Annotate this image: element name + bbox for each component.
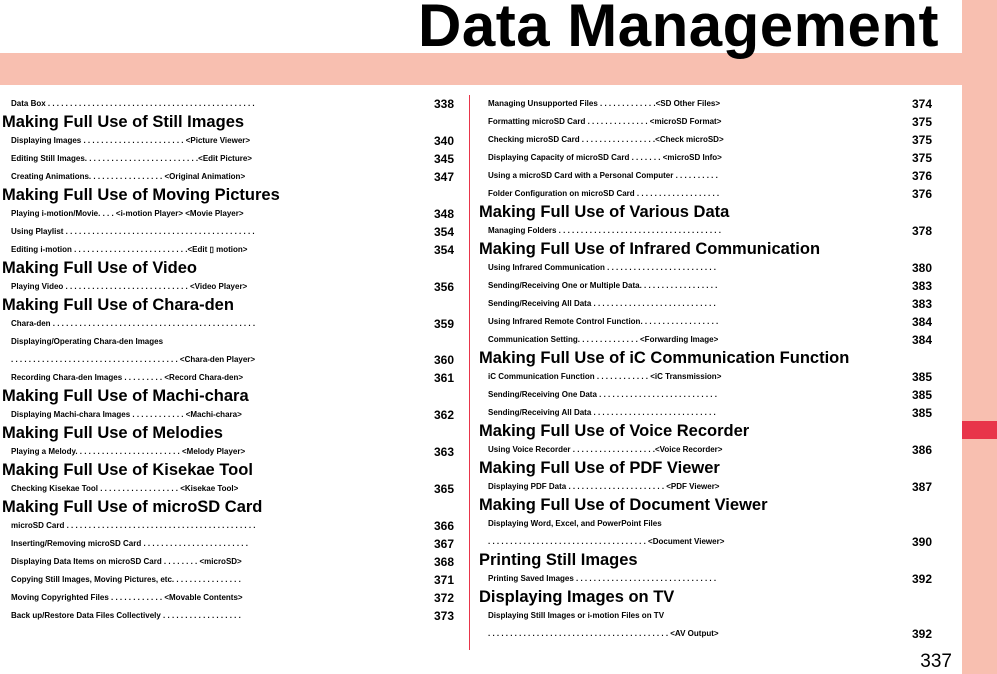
toc-entry[interactable] (2, 205, 454, 223)
toc-entry-label: Playing a Melody. . . . . . . . . . . . . . . . . . . . . . . . <Melody Player> (11, 447, 246, 456)
toc-entry[interactable] (479, 295, 932, 313)
toc-page-number: 380 (911, 261, 932, 275)
toc-entry[interactable] (2, 278, 454, 296)
toc-page-number: 348 (433, 207, 454, 221)
toc-page-number: 387 (911, 480, 932, 494)
toc-entry-label: Back up/Restore Data Files Collectively . . . . . . . . . . . . . . . . . . (11, 611, 241, 620)
toc-page-number: 347 (433, 170, 454, 184)
toc-entry-label: Editing i-motion . . . . . . . . . . . . . . . . . . . . . . . . . .<Edit ▯ motion> (11, 245, 248, 254)
toc-entry[interactable] (2, 607, 454, 625)
toc-entry[interactable] (479, 131, 932, 149)
toc-entry-label: Displaying Images . . . . . . . . . . . . . . . . . . . . . . . <Picture Viewer> (11, 136, 251, 145)
toc-entry-label-continued: . . . . . . . . . . . . . . . . . . . . . . . . . . . . . . . . . . . . . . <Chara-den Player> (11, 355, 256, 364)
toc-page-number: 345 (433, 152, 454, 166)
toc-entry[interactable] (2, 535, 454, 553)
toc-entry-label: Displaying PDF Data . . . . . . . . . . . . . . . . . . . . . . <PDF Viewer> (488, 482, 720, 491)
toc-page-number: 354 (433, 243, 454, 257)
toc-page-number: 366 (433, 519, 454, 533)
section-title: Making Full Use of Voice Recorder (479, 422, 750, 440)
toc-entry[interactable] (479, 167, 932, 185)
toc-page-number: 359 (433, 317, 454, 331)
toc-entry-label: Managing Unsupported Files . . . . . . . . . . . . .<SD Other Files> (488, 99, 721, 108)
section-title: Making Full Use of Kisekae Tool (2, 461, 253, 479)
section-title: Making Full Use of Still Images (2, 113, 245, 131)
toc-page-number: 375 (911, 133, 932, 147)
toc-entry-label: Checking microSD Card . . . . . . . . . . . . . . . . .<Check microSD> (488, 135, 724, 144)
toc-left-column (2, 95, 454, 625)
toc-entry-label: Formatting microSD Card . . . . . . . . . . . . . . <microSD Format> (488, 117, 722, 126)
toc-entry[interactable] (2, 150, 454, 168)
toc-entry-label: Chara-den . . . . . . . . . . . . . . . . . . . . . . . . . . . . . . . . . . . . . . . . . . . . . . (11, 319, 256, 328)
toc-entry[interactable] (479, 149, 932, 167)
toc-entry-label: Printing Saved Images . . . . . . . . . . . . . . . . . . . . . . . . . . . . . . . . (488, 574, 717, 583)
page-number: 337 (920, 651, 952, 672)
toc-entry-label: Displaying Still Images or i-motion Files on TV (488, 611, 665, 620)
toc-entry-label: Sending/Receiving One Data . . . . . . . . . . . . . . . . . . . . . . . . . . . (488, 390, 717, 399)
toc-entry-label: Displaying/Operating Chara-den Images (11, 337, 164, 346)
section-title: Making Full Use of Melodies (2, 424, 223, 442)
section-title: Making Full Use of Various Data (479, 203, 730, 221)
toc-page-number: 390 (911, 535, 932, 549)
toc-entry-label-continued: . . . . . . . . . . . . . . . . . . . . . . . . . . . . . . . . . . . . <Document Viewer> (488, 537, 725, 546)
toc-entry-label: Displaying Capacity of microSD Card . . . . . . . <microSD Info> (488, 153, 722, 162)
toc-entry-label: Editing Still Images. . . . . . . . . . . . . . . . . . . . . . . . . .<Edit Picture> (11, 154, 252, 163)
toc-entry-label: microSD Card . . . . . . . . . . . . . . . . . . . . . . . . . . . . . . . . . . . . . . . . . . . (11, 521, 256, 530)
section-title: Making Full Use of Machi-chara (2, 387, 249, 405)
toc-page-number: 356 (433, 280, 454, 294)
toc-entry[interactable] (479, 95, 932, 113)
toc-page-number: 368 (433, 555, 454, 569)
toc-entry-label: Displaying Data Items on microSD Card . . . . . . . . <microSD> (11, 557, 242, 566)
toc-entry[interactable] (479, 259, 932, 277)
toc-entry[interactable] (479, 515, 932, 551)
toc-page-number: 340 (433, 134, 454, 148)
toc-entry[interactable] (479, 113, 932, 131)
toc-page-number: 385 (911, 406, 932, 420)
section-title: Making Full Use of Infrared Communication (479, 240, 821, 258)
toc-entry[interactable] (479, 277, 932, 295)
toc-entry-label: Sending/Receiving One or Multiple Data. . . . . . . . . . . . . . . . . . (488, 281, 718, 290)
toc-entry-label: Displaying Word, Excel, and PowerPoint Files (488, 519, 662, 528)
toc-entry[interactable] (2, 443, 454, 461)
toc-page-number: 392 (911, 572, 932, 586)
toc-entry-label: Playing Video . . . . . . . . . . . . . . . . . . . . . . . . . . . . <Video Player> (11, 282, 248, 291)
toc-page-number: 371 (433, 573, 454, 587)
toc-right-column (479, 95, 932, 643)
section-title: Making Full Use of iC Communication Function (479, 349, 850, 367)
toc-entry-label: Sending/Receiving All Data . . . . . . . . . . . . . . . . . . . . . . . . . . . . (488, 299, 716, 308)
toc-page-number: 365 (433, 482, 454, 496)
toc-entry-label: Copying Still Images, Moving Pictures, etc. . . . . . . . . . . . . . . . (11, 575, 241, 584)
toc-entry[interactable] (2, 517, 454, 535)
toc-page-number: 386 (911, 443, 932, 457)
toc-entry[interactable] (479, 478, 932, 496)
toc-page-number: 360 (433, 353, 454, 367)
toc-page-number: 383 (911, 279, 932, 293)
side-index-band (962, 0, 997, 674)
toc-entry[interactable] (479, 404, 932, 422)
toc-entry[interactable] (2, 315, 454, 333)
toc-entry-label: Using a microSD Card with a Personal Computer . . . . . . . . . . (488, 171, 718, 180)
toc-entry[interactable] (2, 589, 454, 607)
toc-entry[interactable] (479, 368, 932, 386)
toc-entry-label: Displaying Machi-chara Images . . . . . . . . . . . . <Machi-chara> (11, 410, 242, 419)
toc-entry[interactable] (2, 333, 454, 369)
toc-entry[interactable] (479, 222, 932, 240)
toc-page-number: 363 (433, 445, 454, 459)
toc-entry[interactable] (2, 571, 454, 589)
toc-entry-label: Folder Configuration on microSD Card . . . . . . . . . . . . . . . . . . . (488, 189, 720, 198)
toc-entry-label: Sending/Receiving All Data . . . . . . . . . . . . . . . . . . . . . . . . . . . . (488, 408, 716, 417)
toc-page-number: 374 (911, 97, 932, 111)
section-title: Making Full Use of Video (2, 259, 197, 277)
toc-entry-label: Creating Animations. . . . . . . . . . . . . . . . . <Original Animation> (11, 172, 246, 181)
toc-entry[interactable] (479, 570, 932, 588)
section-title: Making Full Use of Document Viewer (479, 496, 768, 514)
section-title: Making Full Use of Moving Pictures (2, 186, 280, 204)
toc-page-number: 392 (911, 627, 932, 641)
toc-entry-label: Using Infrared Communication . . . . . . . . . . . . . . . . . . . . . . . . . (488, 263, 717, 272)
toc-entry[interactable] (479, 185, 932, 203)
toc-entry-label: Managing Folders . . . . . . . . . . . . . . . . . . . . . . . . . . . . . . . . . . . . . (488, 226, 721, 235)
toc-page-number: 385 (911, 388, 932, 402)
toc-page-number: 362 (433, 408, 454, 422)
toc-page-number: 385 (911, 370, 932, 384)
toc-entry-label: Using Voice Recorder . . . . . . . . . . . . . . . . . . .<Voice Recorder> (488, 445, 723, 454)
page-title: Data Management (418, 0, 939, 59)
toc-entry-label: Communication Setting. . . . . . . . . . . . . . <Forwarding Image> (488, 335, 719, 344)
toc-entry[interactable] (2, 480, 454, 498)
toc-entry[interactable] (479, 386, 932, 404)
toc-entry[interactable] (2, 406, 454, 424)
column-divider (469, 95, 470, 650)
toc-entry[interactable] (2, 241, 454, 259)
toc-entry[interactable] (479, 441, 932, 459)
toc-page-number: 378 (911, 224, 932, 238)
chapter-index-tab[interactable] (962, 421, 997, 439)
toc-entry-label: Moving Copyrighted Files . . . . . . . . . . . . <Movable Contents> (11, 593, 243, 602)
toc-page-number: 338 (433, 97, 454, 111)
toc-entry-label: Using Infrared Remote Control Function. . . . . . . . . . . . . . . . . . (488, 317, 719, 326)
section-title: Printing Still Images (479, 551, 638, 569)
toc-page-number: 384 (911, 315, 932, 329)
section-title: Making Full Use of Chara-den (2, 296, 234, 314)
toc-entry[interactable] (479, 313, 932, 331)
toc-page-number: 375 (911, 115, 932, 129)
toc-entry[interactable] (2, 95, 454, 113)
toc-entry[interactable] (2, 132, 454, 150)
section-title: Making Full Use of PDF Viewer (479, 459, 720, 477)
toc-entry-label-continued: . . . . . . . . . . . . . . . . . . . . . . . . . . . . . . . . . . . . . . . . . <AV Output> (488, 629, 719, 638)
toc-entry-label: Recording Chara-den Images . . . . . . . . . <Record Chara-den> (11, 373, 244, 382)
toc-page-number: 383 (911, 297, 932, 311)
toc-entry-label: Using Playlist . . . . . . . . . . . . . . . . . . . . . . . . . . . . . . . . . . . . . . . . . . . (11, 227, 255, 236)
toc-page-number: 354 (433, 225, 454, 239)
toc-entry[interactable] (2, 223, 454, 241)
toc-entry-label: Playing i-motion/Movie. . . . <i-motion Player> <Movie Player> (11, 209, 244, 218)
toc-entry[interactable] (2, 553, 454, 571)
section-title: Making Full Use of microSD Card (2, 498, 263, 516)
toc-entry-label: Data Box . . . . . . . . . . . . . . . . . . . . . . . . . . . . . . . . . . . . . . . . . . . . . . . (11, 99, 255, 108)
toc-page-number: 375 (911, 151, 932, 165)
toc-page-number: 376 (911, 169, 932, 183)
toc-entry[interactable] (2, 168, 454, 186)
toc-entry-label: Inserting/Removing microSD Card . . . . . . . . . . . . . . . . . . . . . . . . (11, 539, 248, 548)
toc-entry-label: Checking Kisekae Tool . . . . . . . . . . . . . . . . . . <Kisekae Tool> (11, 484, 239, 493)
toc-entry[interactable] (479, 607, 932, 643)
toc-entry[interactable] (2, 369, 454, 387)
toc-page-number: 372 (433, 591, 454, 605)
section-title: Displaying Images on TV (479, 588, 675, 606)
toc-page-number: 376 (911, 187, 932, 201)
toc-entry[interactable] (479, 331, 932, 349)
toc-page-number: 373 (433, 609, 454, 623)
toc-entry-label: iC Communication Function . . . . . . . . . . . . <iC Transmission> (488, 372, 722, 381)
toc-page-number: 361 (433, 371, 454, 385)
toc-page-number: 367 (433, 537, 454, 551)
toc-page-number: 384 (911, 333, 932, 347)
